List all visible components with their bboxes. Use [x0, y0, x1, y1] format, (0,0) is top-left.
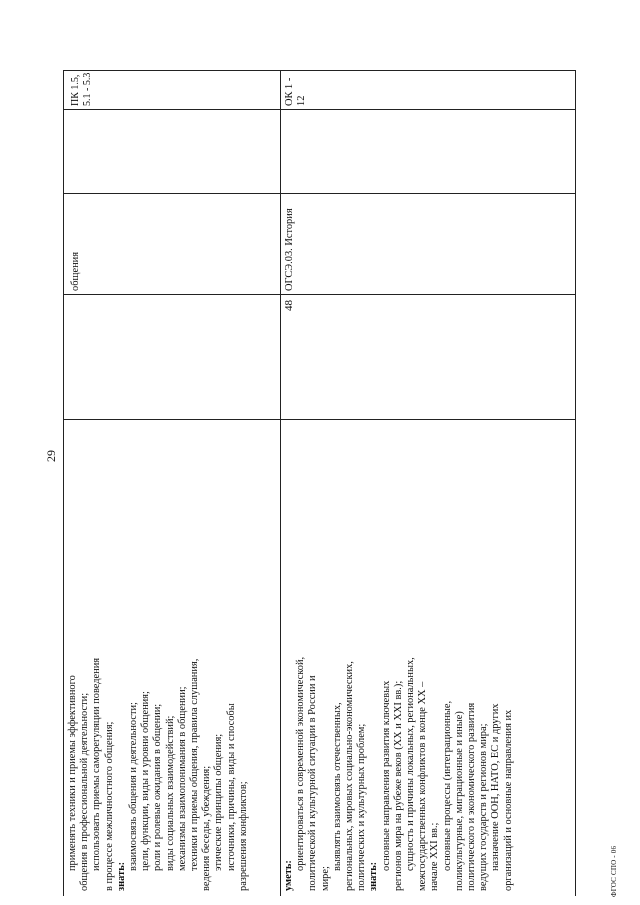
row2-content-line: организаций и основные направления их — [502, 709, 514, 891]
row1-content-line: ведения беседы, убеждения; — [201, 765, 213, 891]
row1-content-line: общения в профессиональной деятельности; — [79, 692, 91, 891]
row1-content-line: источники, причины, виды и способы — [225, 703, 237, 871]
row2-content-line: уметь: — [283, 860, 294, 891]
table-row-divider — [280, 71, 281, 896]
row2-competencies: ОК 1 - 12 — [284, 77, 308, 106]
row2-content-line: основные процессы (интеграционные, — [441, 700, 453, 871]
page-footer: ФГОС СПО - 06 — [610, 845, 618, 897]
row1-discipline: общения — [70, 252, 81, 291]
row1-content-line: техники и приемы общения, правила слушания, — [189, 658, 201, 871]
row2-content-line: региональных, мировых социально-экономических, — [344, 661, 356, 891]
row2-content-line: политических и культурных проблем; — [356, 723, 368, 891]
row2-content-line: ведущих государств и регионов мира; — [478, 723, 490, 891]
row2-content-line: выявлять взаимосвязь отечественных, — [331, 702, 343, 871]
row2-content-line: сущность и причины локальных, региональных, — [405, 657, 417, 871]
table-col-divider-1 — [63, 419, 576, 420]
table-col-divider-2 — [63, 294, 576, 295]
row1-content-line: механизмы взаимопонимания в общении; — [176, 686, 188, 871]
row1-content-line: виды социальных взаимодействий; — [164, 715, 176, 871]
row1-content-line: использовать приемы саморегуляции поведения — [91, 657, 103, 871]
row1-content-line: знать: — [115, 861, 127, 891]
row1-content-line: этические принципы общения; — [213, 733, 225, 871]
row2-content-line: поликультурные, миграционные и иные) — [453, 711, 465, 891]
row2-content-line: назначение ООН, НАТО, ЕС и других — [490, 703, 502, 871]
table-col-divider-3 — [63, 193, 576, 194]
row1-content-line: роли и ролевые ожидания в общении; — [152, 703, 164, 871]
row1-competencies: ПК 1.5, 5.1 - 5.3 — [70, 72, 94, 106]
row2-content-line: основные направления развития ключевых — [380, 680, 392, 871]
row2-content-line: ориентироваться в современной экономической, — [295, 656, 307, 871]
row2-content — [283, 601, 573, 891]
row2-content-line: политического и экономического развития — [466, 702, 478, 891]
row1-content-line: взаимосвязь общения и деятельности; — [128, 702, 140, 871]
row1-content-line: разрешения конфликтов; — [237, 781, 249, 891]
row1-content-line: в процессе межличностного общения; — [103, 721, 115, 891]
row2-content-line: начале XXI вв.; — [429, 822, 441, 891]
row2-content-line: мире; — [319, 866, 331, 891]
table-border-bottom — [575, 71, 576, 896]
row1-content-line: цели, функции, виды и уровни общения; — [140, 691, 152, 871]
row2-content-line: регионов мира на рубеже веков (XX и XXI вв.); — [392, 680, 404, 891]
row2-hours: 48 — [283, 300, 295, 311]
table-col-divider-4 — [63, 109, 576, 110]
table-border-left — [63, 70, 576, 71]
row1-content-line: применять техники и приемы эффективного — [67, 675, 78, 871]
row2-content-line: политической и культурной ситуации в России и — [307, 675, 319, 891]
table-border-top — [63, 71, 64, 896]
row2-content-line: межгосударственных конфликтов в конце XX – — [417, 681, 429, 891]
row2-content-line: знать: — [368, 861, 380, 891]
row2-discipline: ОГСЭ.03. История — [284, 208, 295, 291]
row1-content — [67, 601, 278, 891]
page-number: 29 — [44, 450, 58, 462]
